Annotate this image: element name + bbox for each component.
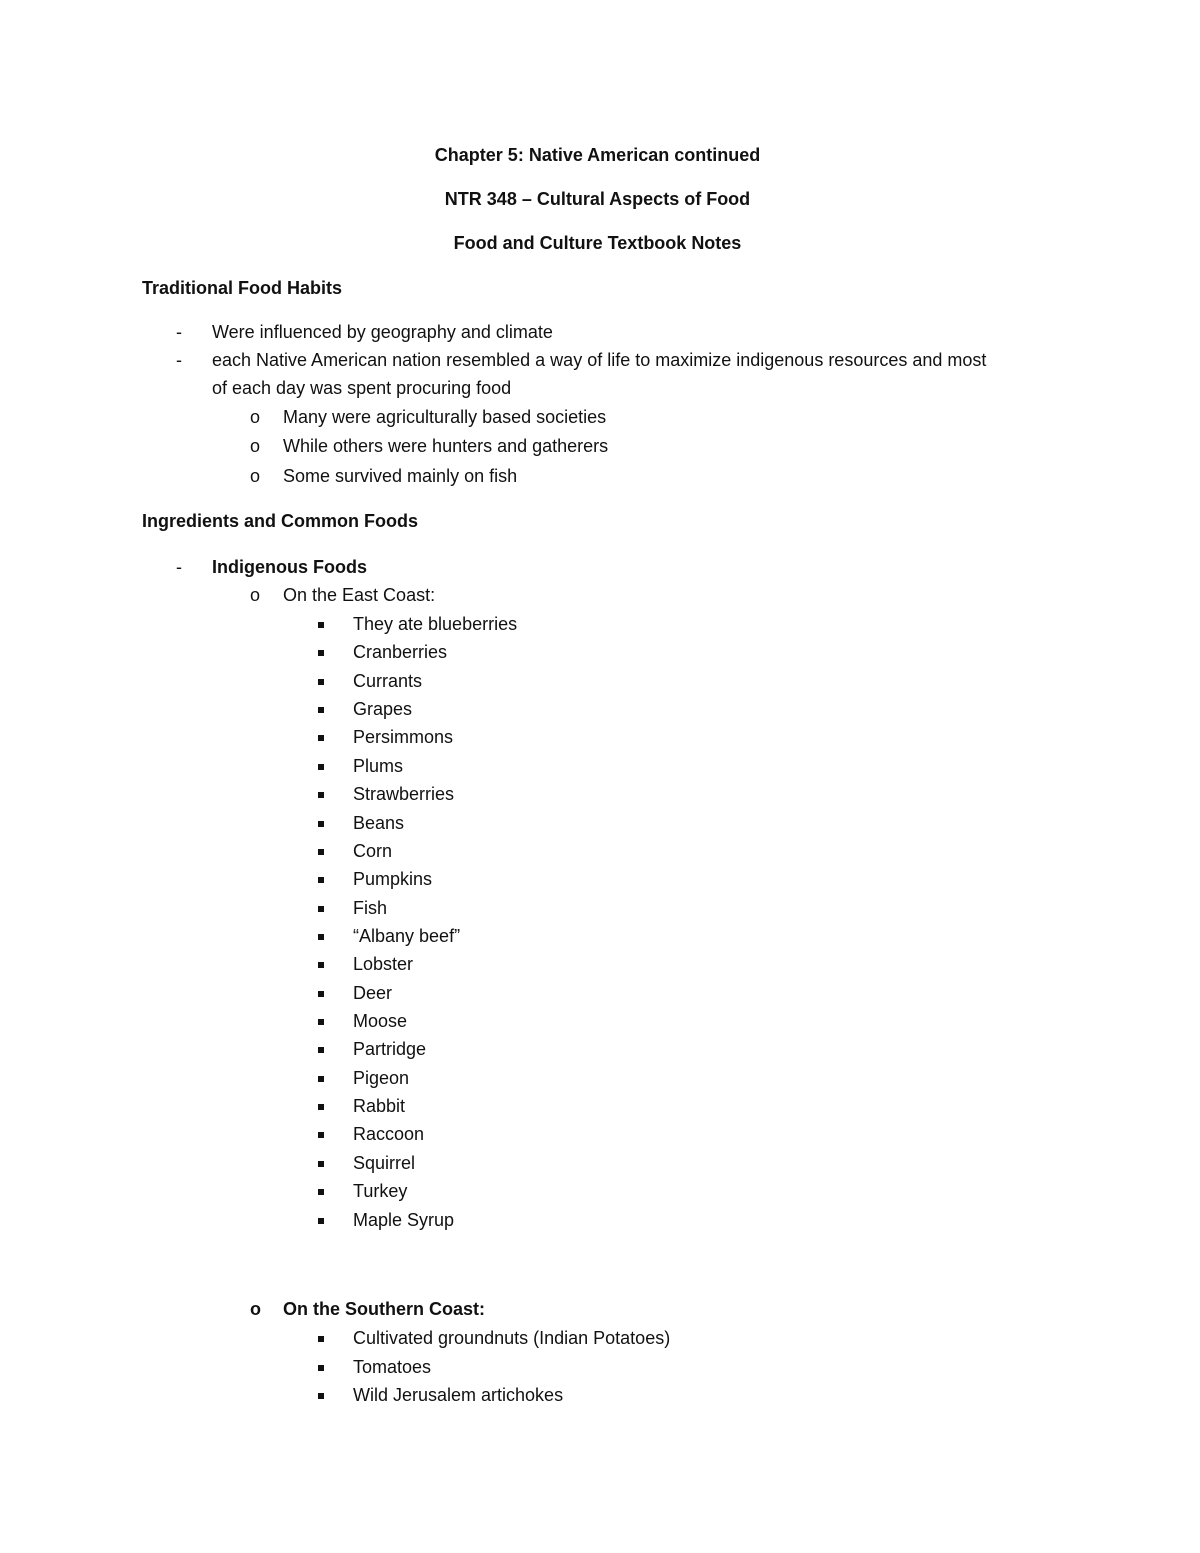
- square-bullet-icon: [318, 735, 324, 741]
- square-bullet-icon: [318, 1336, 324, 1342]
- circle-bullet-icon: o: [250, 436, 261, 456]
- square-bullet-icon: [318, 906, 324, 912]
- dash-bullet-icon: -: [176, 350, 182, 370]
- food-item: Wild Jerusalem artichokes: [353, 1385, 564, 1405]
- square-bullet-icon: [318, 679, 324, 685]
- square-bullet-icon: [318, 1132, 324, 1138]
- list-item-indigenous-foods: Indigenous Foods: [212, 557, 367, 577]
- food-item: Tomatoes: [353, 1356, 432, 1377]
- food-item: Beans: [353, 812, 405, 833]
- food-item: Persimmons: [353, 727, 454, 748]
- square-bullet-icon: [318, 1161, 324, 1167]
- food-item: Deer: [353, 982, 393, 1003]
- food-item: Turkey: [353, 1181, 408, 1202]
- section-heading-traditional-food-habits: Traditional Food Habits: [142, 278, 343, 298]
- group-label-east-coast: On the East Coast:: [283, 585, 436, 605]
- food-item: Cultivated groundnuts (Indian Potatoes): [353, 1328, 671, 1348]
- food-item: Cranberries: [353, 642, 448, 663]
- group-label-southern-coast: On the Southern Coast:: [283, 1299, 485, 1319]
- square-bullet-icon: [318, 1365, 324, 1371]
- square-bullet-icon: [318, 1047, 324, 1053]
- square-bullet-icon: [318, 877, 324, 883]
- circle-bullet-icon: o: [250, 466, 261, 486]
- sub-list-item: While others were hunters and gatherers: [283, 436, 609, 456]
- food-item: Strawberries: [353, 784, 455, 805]
- square-bullet-icon: [318, 1189, 324, 1195]
- square-bullet-icon: [318, 650, 324, 656]
- square-bullet-icon: [318, 1393, 324, 1399]
- square-bullet-icon: [318, 1076, 324, 1082]
- square-bullet-icon: [318, 934, 324, 940]
- square-bullet-icon: [318, 622, 324, 628]
- list-item-continuation: of each day was spent procuring food: [212, 378, 512, 398]
- food-item: Raccoon: [353, 1124, 425, 1145]
- square-bullet-icon: [318, 1218, 324, 1224]
- circle-bullet-icon: o: [250, 407, 261, 427]
- sub-list-item: Some survived mainly on fish: [283, 466, 518, 486]
- food-item: Moose: [353, 1011, 408, 1032]
- square-bullet-icon: [318, 792, 324, 798]
- list-item: Were influenced by geography and climate: [212, 322, 553, 342]
- course-name: NTR 348 – Cultural Aspects of Food: [444, 189, 751, 209]
- food-item: Corn: [353, 840, 393, 861]
- circle-bullet-icon: o: [250, 1299, 261, 1319]
- square-bullet-icon: [318, 962, 324, 968]
- list-item: each Native American nation resembled a way of life to maximize indigenous resources and most: [212, 350, 987, 370]
- food-item: Currants: [353, 670, 423, 691]
- square-bullet-icon: [318, 1019, 324, 1025]
- food-item: Rabbit: [353, 1096, 406, 1117]
- food-item: Plums: [353, 755, 404, 776]
- food-item: Pumpkins: [353, 869, 433, 890]
- document-title: Chapter 5: Native American continued: [434, 145, 761, 165]
- dash-bullet-icon: -: [176, 557, 182, 577]
- dash-bullet-icon: -: [176, 322, 182, 342]
- sub-list-item: Many were agriculturally based societies: [283, 407, 607, 427]
- square-bullet-icon: [318, 1104, 324, 1110]
- square-bullet-icon: [318, 821, 324, 827]
- food-item: “Albany beef”: [353, 925, 461, 946]
- circle-bullet-icon: o: [250, 585, 261, 605]
- food-item: Maple Syrup: [353, 1209, 455, 1230]
- square-bullet-icon: [318, 764, 324, 770]
- food-item: Squirrel: [353, 1152, 416, 1173]
- food-item: Grapes: [353, 699, 413, 720]
- square-bullet-icon: [318, 991, 324, 997]
- document-subtitle: Food and Culture Textbook Notes: [453, 233, 742, 253]
- section-heading-ingredients: Ingredients and Common Foods: [142, 511, 419, 531]
- square-bullet-icon: [318, 707, 324, 713]
- square-bullet-icon: [318, 849, 324, 855]
- food-item: They ate blueberries: [353, 614, 518, 634]
- food-item: Pigeon: [353, 1067, 410, 1088]
- food-item: Partridge: [353, 1039, 427, 1060]
- food-item: Fish: [353, 897, 388, 918]
- food-item: Lobster: [353, 954, 414, 975]
